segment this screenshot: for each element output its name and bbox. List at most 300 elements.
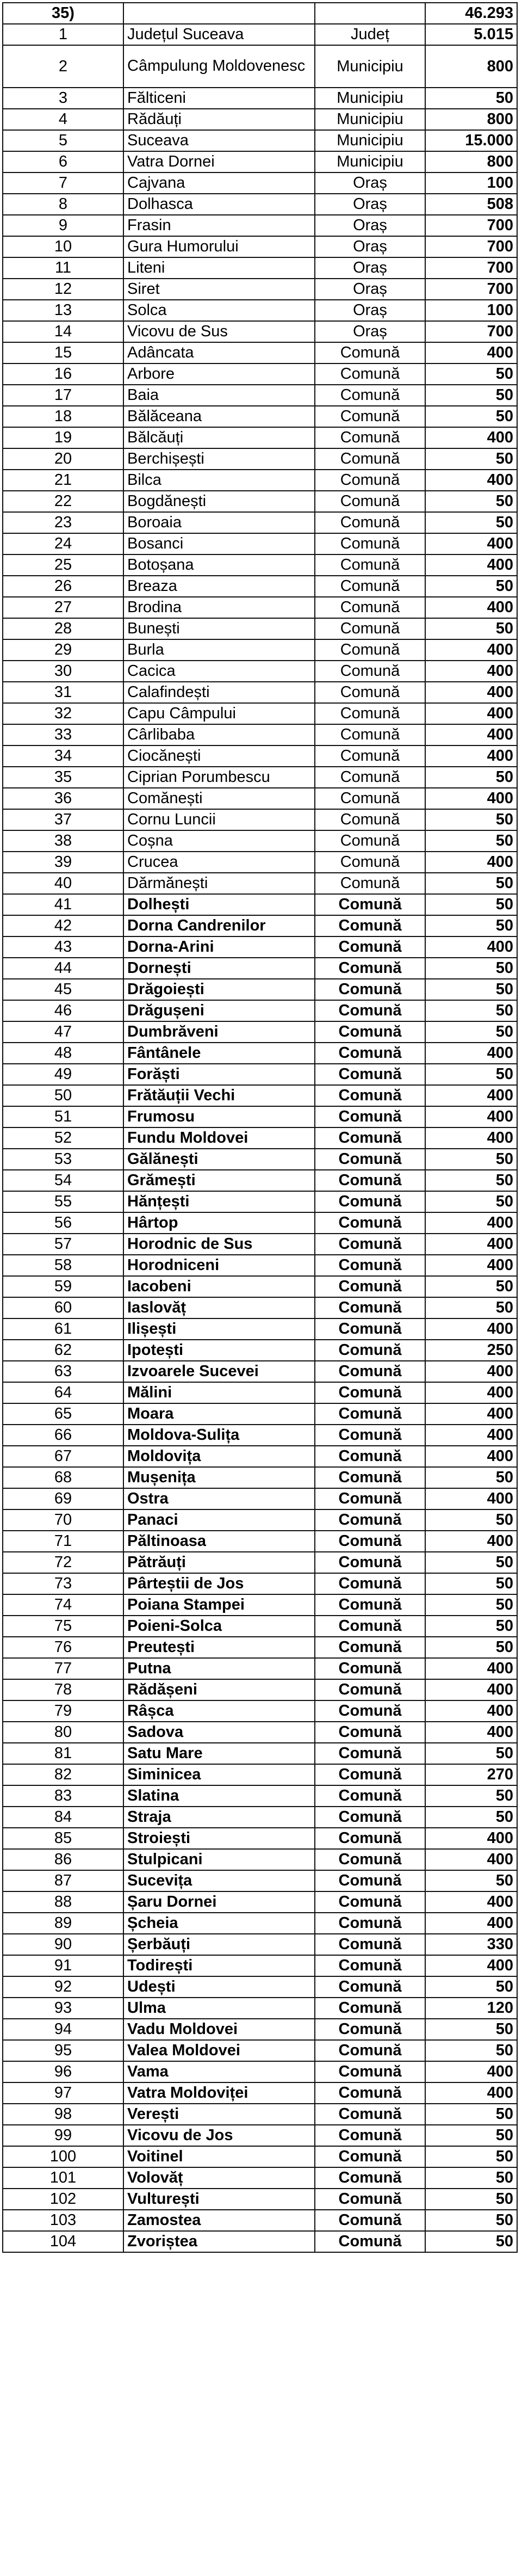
allocated-value-cell: 400 bbox=[425, 1446, 517, 1467]
row-number-cell: 19 bbox=[3, 427, 123, 448]
locality-name-cell: Sadova bbox=[123, 1722, 315, 1743]
locality-name-cell: Poieni-Solca bbox=[123, 1616, 315, 1637]
locality-name-cell: Brodina bbox=[123, 597, 315, 618]
locality-type-cell: Comună bbox=[315, 1255, 425, 1276]
locality-type-cell: Comună bbox=[315, 979, 425, 1000]
locality-type-cell: Comună bbox=[315, 1722, 425, 1743]
allocated-value-cell: 50 bbox=[425, 767, 517, 788]
table-row bbox=[3, 830, 517, 852]
locality-name-cell: Râșca bbox=[123, 1700, 315, 1722]
table-row bbox=[3, 724, 517, 745]
table-row bbox=[3, 1043, 517, 1064]
locality-name-cell: Siret bbox=[123, 279, 315, 300]
locality-name-cell: Dornești bbox=[123, 958, 315, 979]
locality-type-cell: Comună bbox=[315, 1467, 425, 1488]
allocated-value-cell: 50 bbox=[425, 1573, 517, 1594]
row-number-cell: 58 bbox=[3, 1255, 123, 1276]
allocated-value-cell: 50 bbox=[425, 1976, 517, 1998]
row-number-cell: 43 bbox=[3, 936, 123, 958]
allocated-value-cell: 700 bbox=[425, 257, 517, 279]
table-row bbox=[3, 151, 517, 172]
locality-type-cell: Comună bbox=[315, 1276, 425, 1297]
locality-name-cell: Dorna-Arini bbox=[123, 936, 315, 958]
row-number-cell: 78 bbox=[3, 1679, 123, 1700]
locality-name-cell: Hănțești bbox=[123, 1191, 315, 1212]
table-row bbox=[3, 1361, 517, 1382]
locality-type-cell: Comună bbox=[315, 1743, 425, 1764]
locality-type-cell: Comună bbox=[315, 1913, 425, 1934]
locality-name-cell: Volovăț bbox=[123, 2167, 315, 2189]
locality-type-cell: Județ bbox=[315, 24, 425, 45]
locality-name-cell: Forăști bbox=[123, 1064, 315, 1085]
locality-type-cell: Comună bbox=[315, 639, 425, 661]
allocated-value-cell: 400 bbox=[425, 1382, 517, 1403]
locality-name-cell: Ciprian Porumbescu bbox=[123, 767, 315, 788]
table-row bbox=[3, 194, 517, 215]
allocated-value-cell: 400 bbox=[425, 1955, 517, 1976]
locality-type-cell: Comună bbox=[315, 554, 425, 576]
row-number-cell: 63 bbox=[3, 1361, 123, 1382]
locality-name-cell: Rădășeni bbox=[123, 1679, 315, 1700]
allocated-value-cell: 400 bbox=[425, 1403, 517, 1425]
locality-type-cell: Comună bbox=[315, 852, 425, 873]
table-row bbox=[3, 257, 517, 279]
locality-type-cell: Comună bbox=[315, 1552, 425, 1573]
row-number-cell: 30 bbox=[3, 661, 123, 682]
row-number-cell: 71 bbox=[3, 1531, 123, 1552]
table-row bbox=[3, 88, 517, 109]
row-number-cell: 9 bbox=[3, 215, 123, 236]
allocated-value-cell: 400 bbox=[425, 1425, 517, 1446]
table-row bbox=[3, 2231, 517, 2252]
header-empty-cell bbox=[123, 3, 315, 24]
table-row bbox=[3, 2189, 517, 2210]
row-number-cell: 68 bbox=[3, 1467, 123, 1488]
locality-name-cell: Câmpulung Moldovenesc bbox=[123, 45, 315, 88]
locality-name-cell: Bosanci bbox=[123, 533, 315, 554]
locality-name-cell: Gălănești bbox=[123, 1149, 315, 1170]
locality-name-cell: Vatra Dornei bbox=[123, 151, 315, 172]
allocated-value-cell: 400 bbox=[425, 554, 517, 576]
table-row bbox=[3, 852, 517, 873]
locality-type-cell: Comună bbox=[315, 1785, 425, 1807]
table-row bbox=[3, 2125, 517, 2146]
locality-name-cell: Bilca bbox=[123, 470, 315, 491]
table-row bbox=[3, 130, 517, 151]
row-number-cell: 95 bbox=[3, 2040, 123, 2061]
row-number-cell: 96 bbox=[3, 2061, 123, 2082]
table-row bbox=[3, 1191, 517, 1212]
row-number-cell: 44 bbox=[3, 958, 123, 979]
allocated-value-cell: 50 bbox=[425, 1870, 517, 1891]
locality-name-cell: Ostra bbox=[123, 1488, 315, 1509]
table-row bbox=[3, 809, 517, 830]
table-row bbox=[3, 24, 517, 45]
allocated-value-cell: 700 bbox=[425, 236, 517, 257]
table-row bbox=[3, 1297, 517, 1318]
allocated-value-cell: 700 bbox=[425, 321, 517, 342]
table-row bbox=[3, 1531, 517, 1552]
allocated-value-cell: 508 bbox=[425, 194, 517, 215]
table-row bbox=[3, 873, 517, 894]
header-row bbox=[3, 3, 517, 24]
row-number-cell: 24 bbox=[3, 533, 123, 554]
row-number-cell: 76 bbox=[3, 1637, 123, 1658]
locality-name-cell: Șaru Dornei bbox=[123, 1891, 315, 1913]
locality-name-cell: Dorna Candrenilor bbox=[123, 915, 315, 936]
locality-name-cell: Cârlibaba bbox=[123, 724, 315, 745]
table-body bbox=[3, 3, 517, 2252]
row-number-cell: 59 bbox=[3, 1276, 123, 1297]
locality-type-cell: Comună bbox=[315, 1764, 425, 1785]
allocated-value-cell: 400 bbox=[425, 533, 517, 554]
table-row bbox=[3, 1743, 517, 1764]
allocated-value-cell: 700 bbox=[425, 279, 517, 300]
locality-name-cell: Vicovu de Sus bbox=[123, 321, 315, 342]
table-row bbox=[3, 915, 517, 936]
locality-type-cell: Comună bbox=[315, 724, 425, 745]
allocated-value-cell: 50 bbox=[425, 2040, 517, 2061]
row-number-cell: 25 bbox=[3, 554, 123, 576]
allocated-value-cell: 400 bbox=[425, 470, 517, 491]
locality-name-cell: Todirești bbox=[123, 1955, 315, 1976]
table-row bbox=[3, 1446, 517, 1467]
row-number-cell: 7 bbox=[3, 172, 123, 194]
row-number-cell: 83 bbox=[3, 1785, 123, 1807]
row-number-cell: 73 bbox=[3, 1573, 123, 1594]
locality-name-cell: Berchișești bbox=[123, 448, 315, 470]
allocated-value-cell: 50 bbox=[425, 385, 517, 406]
allocated-value-cell: 400 bbox=[425, 1361, 517, 1382]
allocated-value-cell: 400 bbox=[425, 1127, 517, 1149]
locality-type-cell: Comună bbox=[315, 1318, 425, 1340]
locality-name-cell: Voitinel bbox=[123, 2146, 315, 2167]
locality-type-cell: Comună bbox=[315, 936, 425, 958]
locality-name-cell: Fundu Moldovei bbox=[123, 1127, 315, 1149]
allocated-value-cell: 50 bbox=[425, 1000, 517, 1021]
row-number-cell: 97 bbox=[3, 2082, 123, 2104]
locality-type-cell: Comună bbox=[315, 1849, 425, 1870]
table-row bbox=[3, 1637, 517, 1658]
table-row bbox=[3, 894, 517, 915]
table-row bbox=[3, 491, 517, 512]
allocated-value-cell: 50 bbox=[425, 1552, 517, 1573]
table-row bbox=[3, 215, 517, 236]
locality-name-cell: Dumbrăveni bbox=[123, 1021, 315, 1043]
locality-name-cell: Calafindești bbox=[123, 682, 315, 703]
row-number-cell: 29 bbox=[3, 639, 123, 661]
allocated-value-cell: 50 bbox=[425, 873, 517, 894]
locality-type-cell: Comună bbox=[315, 2231, 425, 2252]
locality-name-cell: Cajvana bbox=[123, 172, 315, 194]
table-row bbox=[3, 2104, 517, 2125]
allocated-value-cell: 100 bbox=[425, 172, 517, 194]
row-number-cell: 22 bbox=[3, 491, 123, 512]
locality-type-cell: Comună bbox=[315, 342, 425, 363]
locality-type-cell: Comună bbox=[315, 1976, 425, 1998]
locality-type-cell: Comună bbox=[315, 2189, 425, 2210]
locality-name-cell: Cacica bbox=[123, 661, 315, 682]
locality-name-cell: Gura Humorului bbox=[123, 236, 315, 257]
table-row bbox=[3, 1785, 517, 1807]
allocated-value-cell: 50 bbox=[425, 618, 517, 639]
row-number-cell: 39 bbox=[3, 852, 123, 873]
table-row bbox=[3, 172, 517, 194]
row-number-cell: 102 bbox=[3, 2189, 123, 2210]
locality-type-cell: Comună bbox=[315, 873, 425, 894]
table-row bbox=[3, 321, 517, 342]
locality-type-cell: Comună bbox=[315, 448, 425, 470]
locality-type-cell: Comună bbox=[315, 1679, 425, 1700]
locality-name-cell: Grămești bbox=[123, 1170, 315, 1191]
table-row bbox=[3, 1913, 517, 1934]
locality-name-cell: Ilișești bbox=[123, 1318, 315, 1340]
locality-name-cell: Iacobeni bbox=[123, 1276, 315, 1297]
table-row bbox=[3, 1318, 517, 1340]
row-number-cell: 11 bbox=[3, 257, 123, 279]
allocated-value-cell: 400 bbox=[425, 597, 517, 618]
locality-type-cell: Comună bbox=[315, 2210, 425, 2231]
allocated-value-cell: 400 bbox=[425, 1849, 517, 1870]
locality-name-cell: Frătăuții Vechi bbox=[123, 1085, 315, 1106]
row-number-cell: 84 bbox=[3, 1807, 123, 1828]
locality-type-cell: Comună bbox=[315, 597, 425, 618]
table-row bbox=[3, 1594, 517, 1616]
locality-name-cell: Straja bbox=[123, 1807, 315, 1828]
locality-type-cell: Comună bbox=[315, 1870, 425, 1891]
locality-name-cell: Zvoriștea bbox=[123, 2231, 315, 2252]
allocated-value-cell: 50 bbox=[425, 979, 517, 1000]
locality-type-cell: Comună bbox=[315, 1212, 425, 1234]
locality-name-cell: Bunești bbox=[123, 618, 315, 639]
locality-name-cell: Vama bbox=[123, 2061, 315, 2082]
locality-name-cell: Putna bbox=[123, 1658, 315, 1679]
allocated-value-cell: 50 bbox=[425, 1170, 517, 1191]
allocated-value-cell: 50 bbox=[425, 1807, 517, 1828]
row-number-cell: 80 bbox=[3, 1722, 123, 1743]
allocated-value-cell: 400 bbox=[425, 1318, 517, 1340]
locality-type-cell: Comună bbox=[315, 1064, 425, 1085]
locality-type-cell: Comună bbox=[315, 406, 425, 427]
allocated-value-cell: 400 bbox=[425, 2082, 517, 2104]
allocated-value-cell: 50 bbox=[425, 2189, 517, 2210]
allocated-value-cell: 50 bbox=[425, 512, 517, 533]
allocated-value-cell: 50 bbox=[425, 1743, 517, 1764]
allocated-value-cell: 50 bbox=[425, 1594, 517, 1616]
locality-type-cell: Comună bbox=[315, 1573, 425, 1594]
locality-type-cell: Comună bbox=[315, 661, 425, 682]
locality-name-cell: Slatina bbox=[123, 1785, 315, 1807]
allocated-value-cell: 400 bbox=[425, 852, 517, 873]
locality-name-cell: Fălticeni bbox=[123, 88, 315, 109]
locality-type-cell: Comună bbox=[315, 745, 425, 767]
row-number-cell: 21 bbox=[3, 470, 123, 491]
row-number-cell: 65 bbox=[3, 1403, 123, 1425]
locality-type-cell: Comună bbox=[315, 2061, 425, 2082]
allocated-value-cell: 50 bbox=[425, 1616, 517, 1637]
locality-name-cell: Frumosu bbox=[123, 1106, 315, 1127]
locality-name-cell: Arbore bbox=[123, 363, 315, 385]
table-row bbox=[3, 342, 517, 363]
allocated-value-cell: 50 bbox=[425, 2231, 517, 2252]
allocated-value-cell: 700 bbox=[425, 215, 517, 236]
table-row bbox=[3, 1212, 517, 1234]
locality-type-cell: Comună bbox=[315, 1149, 425, 1170]
locality-type-cell: Municipiu bbox=[315, 45, 425, 88]
row-number-cell: 1 bbox=[3, 24, 123, 45]
locality-name-cell: Moldova-Sulița bbox=[123, 1425, 315, 1446]
allocated-value-cell: 50 bbox=[425, 1467, 517, 1488]
allocated-value-cell: 5.015 bbox=[425, 24, 517, 45]
allocated-value-cell: 400 bbox=[425, 639, 517, 661]
allocated-value-cell: 50 bbox=[425, 2125, 517, 2146]
row-number-cell: 40 bbox=[3, 873, 123, 894]
locality-type-cell: Comună bbox=[315, 1509, 425, 1531]
table-row bbox=[3, 1255, 517, 1276]
allocated-value-cell: 50 bbox=[425, 1149, 517, 1170]
allocated-value-cell: 50 bbox=[425, 2104, 517, 2125]
table-row bbox=[3, 661, 517, 682]
locality-name-cell: Vatra Moldoviței bbox=[123, 2082, 315, 2104]
locality-type-cell: Comună bbox=[315, 2082, 425, 2104]
locality-type-cell: Comună bbox=[315, 2019, 425, 2040]
locality-type-cell: Comună bbox=[315, 1594, 425, 1616]
locality-name-cell: Moara bbox=[123, 1403, 315, 1425]
allocated-value-cell: 400 bbox=[425, 1679, 517, 1700]
row-number-cell: 35 bbox=[3, 767, 123, 788]
row-number-cell: 14 bbox=[3, 321, 123, 342]
locality-name-cell: Sucevița bbox=[123, 1870, 315, 1891]
row-number-cell: 50 bbox=[3, 1085, 123, 1106]
locality-type-cell: Comună bbox=[315, 1658, 425, 1679]
row-number-cell: 34 bbox=[3, 745, 123, 767]
row-number-cell: 51 bbox=[3, 1106, 123, 1127]
row-number-cell: 37 bbox=[3, 809, 123, 830]
locality-name-cell: Izvoarele Sucevei bbox=[123, 1361, 315, 1382]
table-row bbox=[3, 363, 517, 385]
locality-name-cell: Valea Moldovei bbox=[123, 2040, 315, 2061]
locality-name-cell: Mălini bbox=[123, 1382, 315, 1403]
table-row bbox=[3, 1828, 517, 1849]
table-row bbox=[3, 2167, 517, 2189]
locality-type-cell: Comună bbox=[315, 1234, 425, 1255]
locality-name-cell: Ulma bbox=[123, 1998, 315, 2019]
locality-type-cell: Municipiu bbox=[315, 151, 425, 172]
row-number-cell: 41 bbox=[3, 894, 123, 915]
row-number-cell: 17 bbox=[3, 385, 123, 406]
locality-type-cell: Municipiu bbox=[315, 130, 425, 151]
row-number-cell: 70 bbox=[3, 1509, 123, 1531]
row-number-cell: 79 bbox=[3, 1700, 123, 1722]
locality-type-cell: Comună bbox=[315, 1488, 425, 1509]
locality-name-cell: Verești bbox=[123, 2104, 315, 2125]
table-row bbox=[3, 1276, 517, 1297]
locality-type-cell: Comună bbox=[315, 682, 425, 703]
table-row bbox=[3, 1127, 517, 1149]
locality-name-cell: Șcheia bbox=[123, 1913, 315, 1934]
locality-name-cell: Liteni bbox=[123, 257, 315, 279]
table-row bbox=[3, 936, 517, 958]
row-number-cell: 82 bbox=[3, 1764, 123, 1785]
row-number-cell: 99 bbox=[3, 2125, 123, 2146]
row-number-cell: 53 bbox=[3, 1149, 123, 1170]
allocated-value-cell: 50 bbox=[425, 1297, 517, 1318]
locality-name-cell: Bălcăuți bbox=[123, 427, 315, 448]
locality-name-cell: Stroiești bbox=[123, 1828, 315, 1849]
table-row bbox=[3, 2061, 517, 2082]
allocated-value-cell: 50 bbox=[425, 1637, 517, 1658]
locality-type-cell: Comună bbox=[315, 1637, 425, 1658]
locality-type-cell: Comună bbox=[315, 1021, 425, 1043]
row-number-cell: 32 bbox=[3, 703, 123, 724]
table-row bbox=[3, 597, 517, 618]
locality-name-cell: Breaza bbox=[123, 576, 315, 597]
table-row bbox=[3, 279, 517, 300]
locality-type-cell: Comună bbox=[315, 1191, 425, 1212]
locality-name-cell: Siminicea bbox=[123, 1764, 315, 1785]
allocated-value-cell: 50 bbox=[425, 2167, 517, 2189]
locality-name-cell: Hârtop bbox=[123, 1212, 315, 1234]
allocated-value-cell: 400 bbox=[425, 1700, 517, 1722]
locality-type-cell: Comună bbox=[315, 2040, 425, 2061]
locality-type-cell: Oraș bbox=[315, 321, 425, 342]
allocated-value-cell: 50 bbox=[425, 363, 517, 385]
locality-type-cell: Comună bbox=[315, 2146, 425, 2167]
locality-name-cell: Iaslovăț bbox=[123, 1297, 315, 1318]
allocated-value-cell: 400 bbox=[425, 342, 517, 363]
table-row bbox=[3, 300, 517, 321]
row-number-cell: 77 bbox=[3, 1658, 123, 1679]
locality-type-cell: Oraș bbox=[315, 215, 425, 236]
locality-type-cell: Comună bbox=[315, 1085, 425, 1106]
table-row bbox=[3, 533, 517, 554]
table-row bbox=[3, 109, 517, 130]
allocated-value-cell: 50 bbox=[425, 2210, 517, 2231]
locality-type-cell: Comună bbox=[315, 576, 425, 597]
locality-name-cell: Poiana Stampei bbox=[123, 1594, 315, 1616]
allocated-value-cell: 50 bbox=[425, 1064, 517, 1085]
row-number-cell: 66 bbox=[3, 1425, 123, 1446]
locality-name-cell: Bălăceana bbox=[123, 406, 315, 427]
row-number-cell: 72 bbox=[3, 1552, 123, 1573]
row-number-cell: 74 bbox=[3, 1594, 123, 1616]
table-row bbox=[3, 1467, 517, 1488]
locality-type-cell: Comună bbox=[315, 767, 425, 788]
table-row bbox=[3, 745, 517, 767]
table-row bbox=[3, 958, 517, 979]
allocated-value-cell: 400 bbox=[425, 427, 517, 448]
locality-name-cell: Botoșana bbox=[123, 554, 315, 576]
allocated-value-cell: 400 bbox=[425, 1913, 517, 1934]
locality-type-cell: Oraș bbox=[315, 279, 425, 300]
locality-name-cell: Dolhești bbox=[123, 894, 315, 915]
table-row bbox=[3, 2210, 517, 2231]
locality-type-cell: Comună bbox=[315, 1998, 425, 2019]
allocated-value-cell: 50 bbox=[425, 809, 517, 830]
locality-name-cell: Păltinoasa bbox=[123, 1531, 315, 1552]
table-row bbox=[3, 1722, 517, 1743]
locality-type-cell: Comună bbox=[315, 1127, 425, 1149]
locality-name-cell: Pârteștii de Jos bbox=[123, 1573, 315, 1594]
table-row bbox=[3, 1403, 517, 1425]
row-number-cell: 5 bbox=[3, 130, 123, 151]
locality-type-cell: Comună bbox=[315, 1807, 425, 1828]
row-number-cell: 38 bbox=[3, 830, 123, 852]
allocated-value-cell: 50 bbox=[425, 1785, 517, 1807]
row-number-cell: 2 bbox=[3, 45, 123, 88]
table-row bbox=[3, 576, 517, 597]
row-number-cell: 57 bbox=[3, 1234, 123, 1255]
